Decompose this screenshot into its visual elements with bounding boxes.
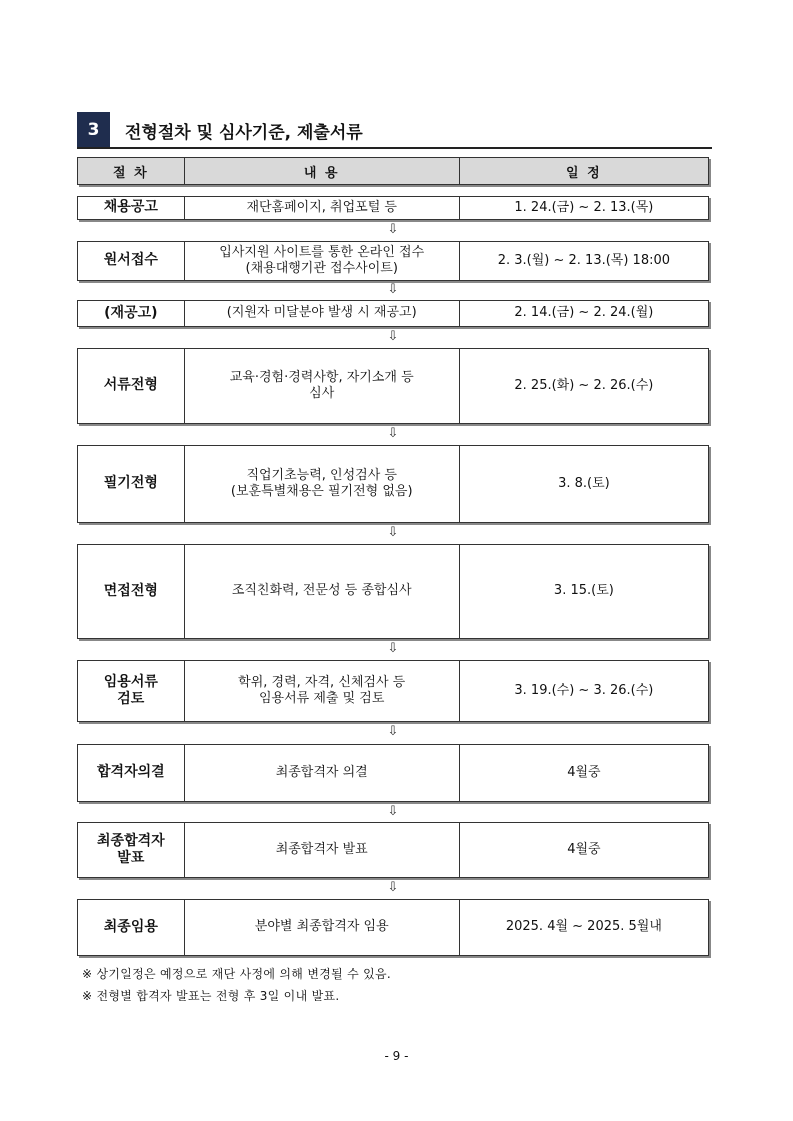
content-line: (채용대행기관 접수사이트) [245,261,398,276]
content-cell [184,745,459,801]
section-number-badge: 3 [77,112,110,147]
section-header [77,112,712,149]
header-content: 내 용 [184,158,459,184]
content-line: 분야별 최종합격자 임용 [254,919,389,935]
down-arrow-icon: ⇩ [387,282,399,297]
down-arrow-icon: ⇩ [387,724,399,739]
table-row [77,899,709,956]
content-cell [184,823,459,877]
content-line: 재단홈페이지, 취업포털 등 [246,199,397,215]
content-cell [184,900,459,955]
content-line: 입사지원 사이트를 통한 온라인 접수 [219,244,425,260]
notes [82,963,391,1007]
schedule-cell: 1. 24.(금) ~ 2. 13.(목) [459,197,708,219]
step-cell [78,446,184,522]
content-cell [184,242,459,280]
down-arrow-icon: ⇩ [387,426,399,441]
schedule-cell: 4월중 [459,745,708,801]
step-line: (재공고) [104,304,158,321]
content-line: (지원자 미달분야 발생 시 재공고) [226,305,417,321]
content-cell [184,301,459,326]
header-schedule: 일 정 [459,158,708,184]
step-cell [78,301,184,326]
step-cell [78,745,184,801]
table-row [77,544,709,639]
content-cell [184,349,459,423]
down-arrow-icon: ⇩ [387,222,399,237]
table-row [77,822,709,878]
step-cell [78,349,184,423]
step-cell [78,661,184,721]
schedule-cell: 2. 3.(월) ~ 2. 13.(목) 18:00 [459,242,708,280]
table-row [77,300,709,327]
step-cell [78,242,184,280]
step-cell [78,900,184,955]
step-line: 발표 [117,850,145,866]
content-line: 학위, 경력, 자격, 신체검사 등 [238,674,406,690]
note-result-announcement: ※ 전형별 합격자 발표는 전형 후 3일 이내 발표. [82,989,340,1003]
table-row [77,241,709,281]
down-arrow-icon: ⇩ [387,880,399,895]
step-cell [78,197,184,219]
schedule-cell: 2. 25.(화) ~ 2. 26.(수) [459,349,708,423]
step-cell [78,545,184,638]
content-cell [184,197,459,219]
content-line: 심사 [309,386,335,401]
content-line: 교육·경험·경력사항, 자기소개 등 [229,369,414,385]
step-line: 임용서류 [103,673,158,690]
content-line: 임용서류 제출 및 검토 [259,691,385,706]
table-row [77,660,709,722]
content-line: 최종합격자 발표 [275,841,368,857]
content-cell [184,661,459,721]
schedule-cell: 2025. 4월 ~ 2025. 5월내 [459,900,708,955]
schedule-cell: 3. 19.(수) ~ 3. 26.(수) [459,661,708,721]
table-row [77,196,709,220]
step-line: 서류전형 [103,377,158,394]
content-line: (보훈특별채용은 필기전형 없음) [230,484,413,499]
step-line: 면접전형 [103,582,158,599]
down-arrow-icon: ⇩ [387,525,399,540]
schedule-cell: 3. 15.(토) [459,545,708,638]
down-arrow-icon: ⇩ [387,804,399,819]
content-cell [184,545,459,638]
content-line: 조직친화력, 전문성 등 종합심사 [231,583,412,599]
step-line: 검토 [117,691,145,707]
step-line: 합격자의결 [97,764,165,781]
section-title: 전형절차 및 심사기준, 제출서류 [125,123,363,143]
down-arrow-icon: ⇩ [387,641,399,656]
step-line: 필기전형 [103,475,158,492]
step-cell [78,823,184,877]
note-schedule-change: ※ 상기일정은 예정으로 재단 사정에 의해 변경될 수 있음. [82,967,392,981]
step-line: 채용공고 [103,199,158,216]
content-cell [184,446,459,522]
page-number: - 9 - [384,1049,409,1063]
table-row [77,445,709,523]
header-step: 절 차 [113,165,149,181]
table-row [77,744,709,802]
table-header [77,157,709,185]
schedule-cell: 2. 14.(금) ~ 2. 24.(월) [459,301,708,326]
content-line: 최종합격자 의결 [275,764,368,780]
step-line: 원서접수 [103,252,158,269]
down-arrow-icon: ⇩ [387,329,399,344]
table-row [77,348,709,424]
content-line: 직업기초능력, 인성검사 등 [246,467,397,483]
schedule-cell: 3. 8.(토) [459,446,708,522]
step-line: 최종임용 [103,918,158,935]
schedule-cell: 4월중 [459,823,708,877]
step-line: 최종합격자 [97,832,165,849]
